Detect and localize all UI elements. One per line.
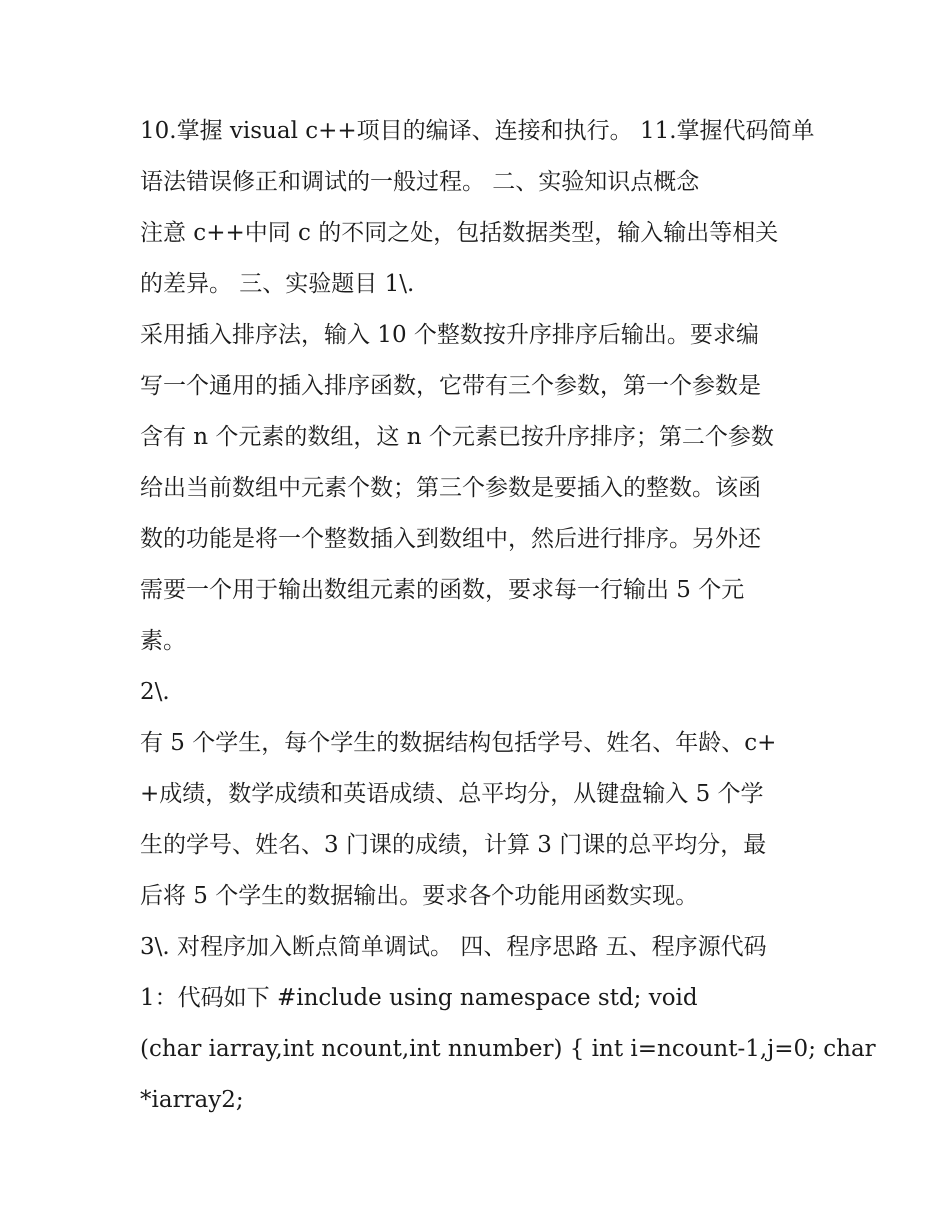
text-line: 写一个通用的插入排序函数，它带有三个参数，第一个参数是: [140, 373, 761, 399]
text-line: *iarray2;: [140, 1087, 244, 1113]
text-line: 需要一个用于输出数组元素的函数，要求每一行输出 5 个元: [140, 577, 745, 603]
text-line: 有 5 个学生，每个学生的数据结构包括学号、姓名、年龄、c+: [140, 730, 777, 756]
text-line: 采用插入排序法，输入 10 个整数按升序排序后输出。要求编: [140, 322, 759, 348]
text-line: 语法错误修正和调试的一般过程。 二、实验知识点概念: [140, 169, 700, 195]
document-text: [140, 106, 876, 1126]
text-line: 3\. 对程序加入断点简单调试。 四、程序思路 五、程序源代码: [140, 934, 767, 960]
text-line: 素。: [140, 628, 186, 654]
text-line: (char iarray,int ncount,int nnumber) { int i=ncount-1,j=0; char: [140, 1036, 876, 1062]
text-line: 给出当前数组中元素个数；第三个参数是要插入的整数。该函: [140, 475, 761, 501]
text-line: 的差异。 三、实验题目 1\.: [140, 271, 415, 297]
text-line: 生的学号、姓名、3 门课的成绩，计算 3 门课的总平均分，最: [140, 832, 767, 858]
text-line: 数的功能是将一个整数插入到数组中，然后进行排序。另外还: [140, 526, 761, 552]
text-line: 10.掌握 visual c++项目的编译、连接和执行。 11.掌握代码简单: [140, 118, 815, 144]
text-line: 2\.: [140, 679, 170, 705]
text-line: +成绩，数学成绩和英语成绩、总平均分，从键盘输入 5 个学: [140, 781, 764, 807]
text-line: 1：代码如下 #include using namespace std; void: [140, 985, 698, 1011]
text-line: 含有 n 个元素的数组，这 n 个元素已按升序排序；第二个参数: [140, 424, 774, 450]
text-line: 后将 5 个学生的数据输出。要求各个功能用函数实现。: [140, 883, 699, 909]
text-line: 注意 c++中同 c 的不同之处，包括数据类型，输入输出等相关: [140, 220, 779, 246]
